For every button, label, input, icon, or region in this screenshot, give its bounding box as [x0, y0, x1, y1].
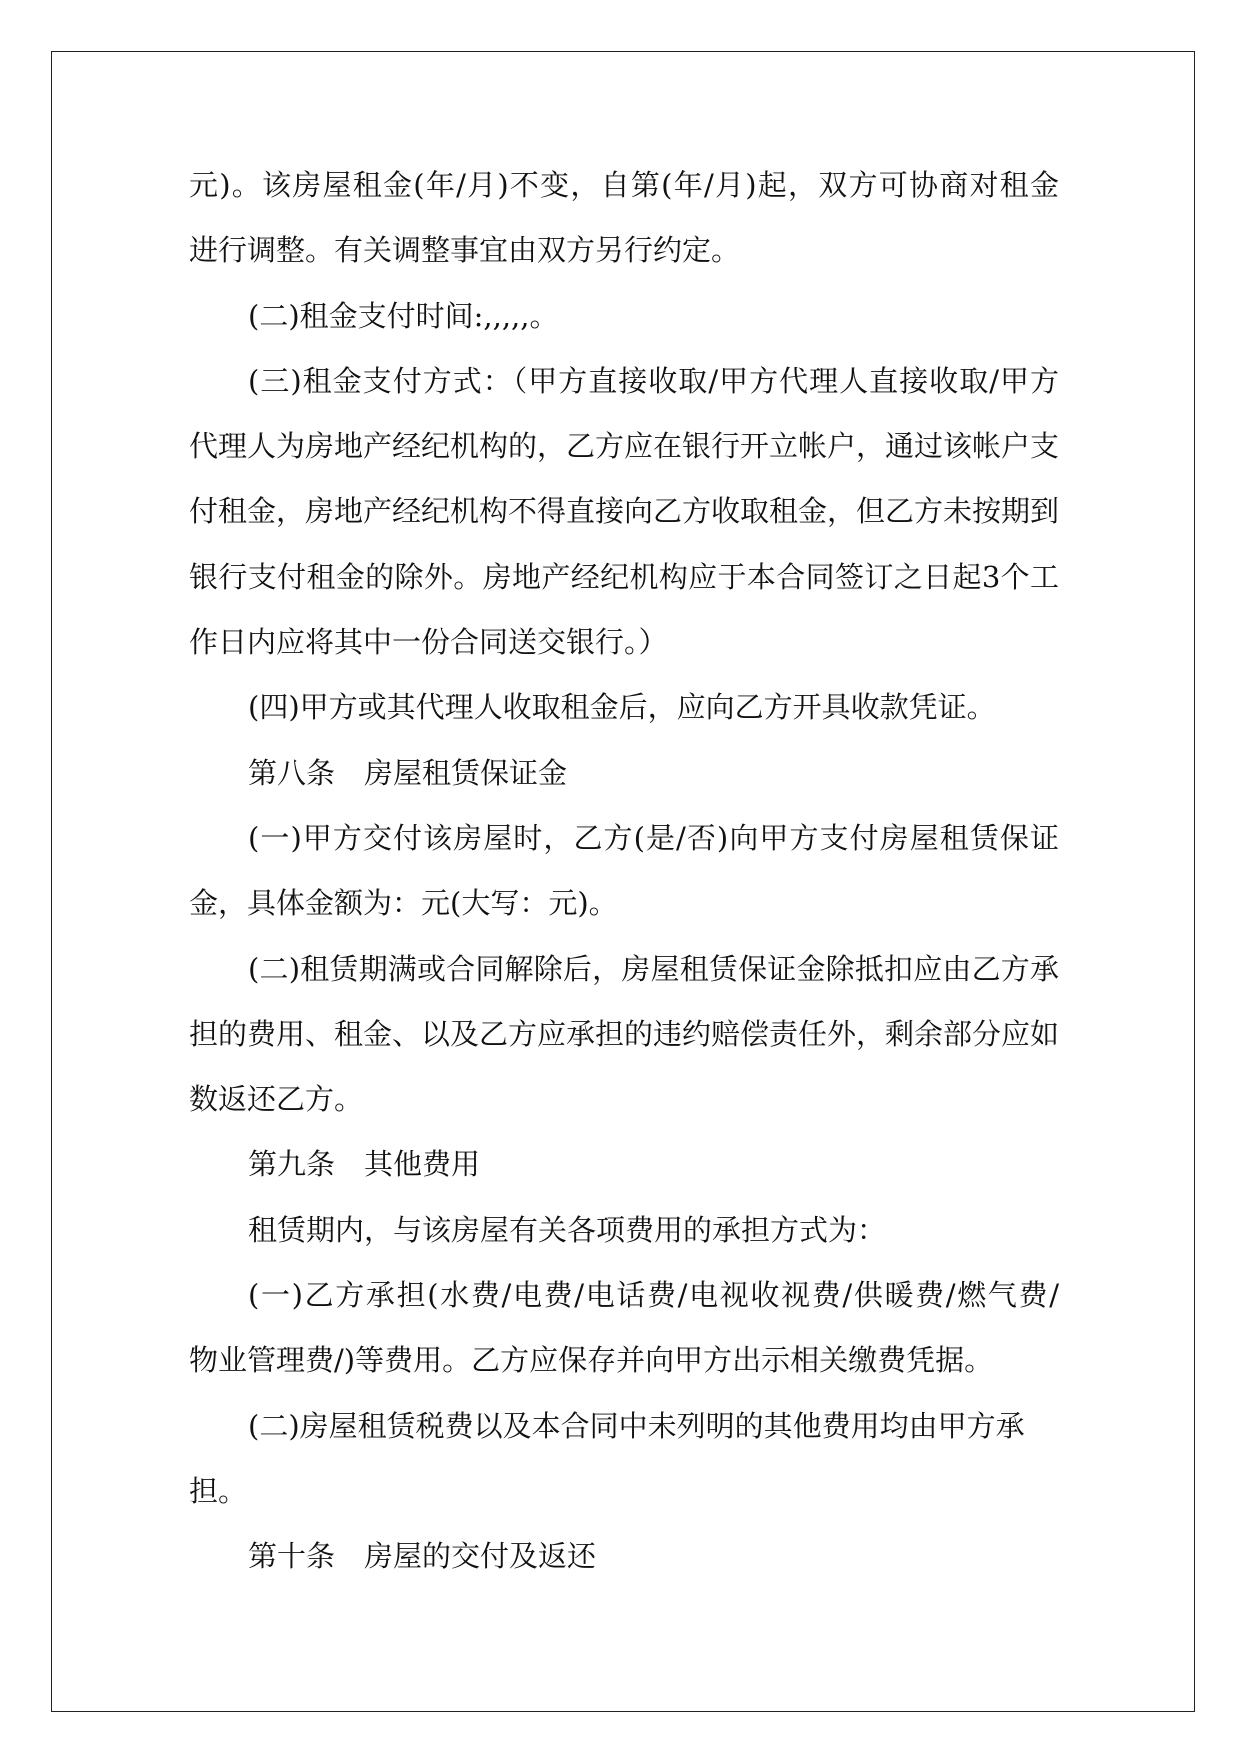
document-body — [189, 153, 1059, 1590]
text-line: 付租金，房地产经纪机构不得直接向乙方收取租金，但乙方未按期到 — [189, 494, 1060, 529]
text-line: (二)房屋租赁税费以及本合同中未列明的其他费用均由甲方承 — [248, 1408, 1025, 1443]
text-line: (一)乙方承担(水费/电费/电话费/电视收视费/供暖费/燃气费/ — [248, 1278, 1059, 1313]
text-line: 担。 — [189, 1473, 248, 1508]
text-line: 金，具体金额为：元(大写：元)。 — [189, 886, 618, 921]
text-line: 租赁期内，与该房屋有关各项费用的承担方式为： — [248, 1212, 887, 1247]
text-line: (二)租赁期满或合同解除后，房屋租赁保证金除抵扣应由乙方承 — [248, 951, 1059, 986]
text-line: (四)甲方或其代理人收取租金后，应向乙方开具收款凭证。 — [248, 690, 996, 725]
text-line: 代理人为房地产经纪机构的，乙方应在银行开立帐户，通过该帐户支 — [189, 429, 1060, 464]
text-line: 物业管理费/)等费用。乙方应保存并向甲方出示相关缴费凭据。 — [189, 1343, 994, 1378]
section-heading: 第九条 其他费用 — [248, 1147, 481, 1182]
text-line: 数返还乙方。 — [189, 1082, 364, 1117]
text-line: 进行调整。有关调整事宜由双方另行约定。 — [189, 233, 741, 268]
text-line: (一)甲方交付该房屋时，乙方(是/否)向甲方支付房屋租赁保证 — [248, 820, 1059, 855]
text-line: (三)租金支付方式：（甲方直接收取/甲方代理人直接收取/甲方 — [248, 363, 1059, 398]
text-line: 银行支付租金的除外。房地产经纪机构应于本合同签订之日起3个工 — [189, 559, 1059, 594]
section-heading: 第八条 房屋租赁保证金 — [248, 755, 568, 790]
text-line: 元)。该房屋租金(年/月)不变，自第(年/月)起，双方可协商对租金 — [189, 168, 1059, 202]
text-line: 担的费用、租金、以及乙方应承担的违约赔偿责任外，剩余部分应如 — [189, 1016, 1060, 1051]
text-line: 作日内应将其中一份合同送交银行。） — [189, 625, 668, 660]
section-heading: 第十条 房屋的交付及返还 — [248, 1539, 597, 1574]
text-line: (二)租金支付时间:,,,,,。 — [248, 298, 559, 333]
